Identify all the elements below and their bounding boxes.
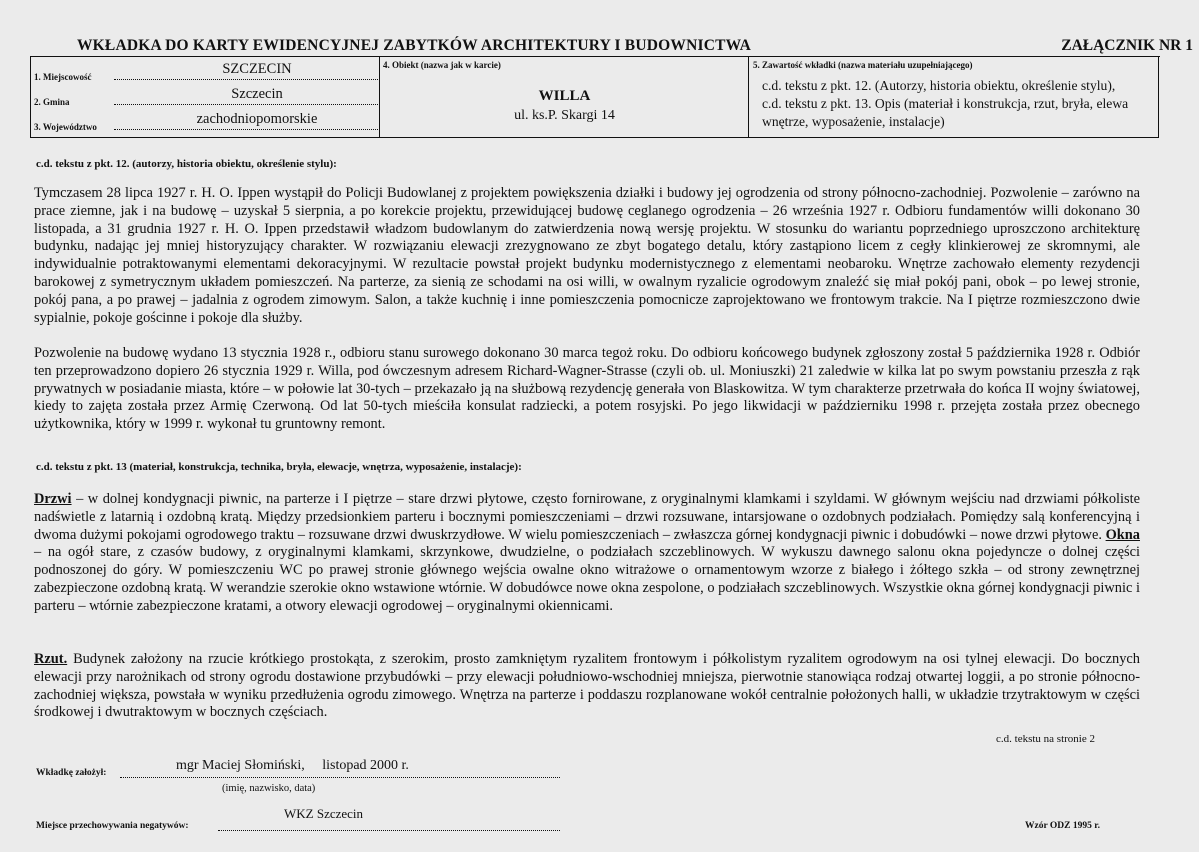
- field-label: 3. Województwo: [34, 122, 97, 132]
- plan-text: Budynek założony na rzucie krótkiego prostokąta, z szerokim, prosto zamkniętym ryzalitem frontowym i półkolistym ryzalitem ogrodowym na osi tylnej elewacji. Do bocznych elewacji przy narożnikach od strony ogrodu dostawione przybudówki – przy elewacji południowo-wschodniej mniejsza, pierwotnie stanowiąca rodzaj otwartej loggii, a po stronie północno-zachodniej większa, powstała w wyniku przedłużenia ogrodu zimowego. Wnętrza na parterze i poddaszu rozplanowane wokół centralnie położonych halli, w układzie trzytraktowym w części środkowej i dwutraktowym w bocznych częściach.: [34, 651, 1140, 721]
- dotted-line: [114, 104, 380, 105]
- object-label: 4. Obiekt (nazwa jak w karcie): [383, 60, 501, 70]
- keyword-windows: Okna: [1105, 526, 1140, 543]
- storage-label: Miejsce przechowywania negatywów:: [36, 821, 189, 831]
- dotted-line: [114, 79, 380, 80]
- author-label: Wkładkę założył:: [36, 768, 107, 778]
- dotted-line: [114, 129, 380, 130]
- field-commune: [34, 86, 380, 107]
- contents-label: 5. Zawartość wkładki (nazwa materiału uzupełniającego): [753, 60, 973, 70]
- author-value: mgr Maciej Słomiński, listopad 2000 r.: [176, 758, 409, 773]
- storage-value: WKZ Szczecin: [284, 806, 364, 821]
- storage-dotted-line: [218, 830, 560, 831]
- keyword-doors: Drzwi: [34, 491, 72, 507]
- object-address: ul. ks.P. Skargi 14: [514, 108, 615, 123]
- section-13-heading: c.d. tekstu z pkt. 13 (materiał, konstrukcja, technika, bryła, elewacje, wnętrza, wyposażenie, instalacje):: [36, 461, 522, 473]
- form-title: WKŁADKA DO KARTY EWIDENCYJNEJ ZABYTKÓW ARCHITEKTURY I BUDOWNICTWA: [76, 37, 752, 54]
- section-12-paragraph-1: Tymczasem 28 lipca 1927 r. H. O. Ippen wystąpił do Policji Budowlanej z projektem powiększenia działki i budowy jej ogrodzenia od strony północno-zachodniej. Pozwolenie – zarówno na prace ziemne, jak i na budowę – uzyskał 5 sierpnia, a po korekcie projektu, przewidującej budowę ceglanego ogrodzenia – 26 września 1927 r. Odbioru fundamentów willi dokonano 30 listopada, a 31 grudnia 1927 r. H. O. Ippen przedstawił władzom budowlanym do zatwierdzenia nową wersję projektu. W stosunku do wariantu poprzedniego uproszczono architekturę budynku, nadając jej mniej historyzujący charakter. W rozwiązaniu elewacji zrezygnowano ze zbyt bogatego detalu, który zastąpiono licem z cegły klinkierowej ze skromnymi, ale indywidualnie potraktowanymi elementami dekoracyjnymi. W rezultacie powstał projekt budynku modernistycznego z elementami neobaroku. Wnętrze zachowało elementy rezydencji barokowej z symetrycznym układem pomieszczeń. Na parterze, za sienią ze schodami na osi willi, w owalnym ryzalicie ogrodowym znaleźć się miał pokój pani, obok – po lewej stronie, pokój pana, a po prawej – jadalnia z ogrodem zimowym. Salon, a także kuchnię i inne pomieszczenia pomocnicze zaprojektowano we frontowym trakcie. Na I piętrze rozmieszczono dwie sypialnie, pokoje gościnne i pokoje dla służby.: [34, 185, 1140, 326]
- field-value: SZCZECIN: [222, 61, 292, 77]
- annex-number: ZAŁĄCZNIK NR 1: [1061, 37, 1193, 54]
- field-voivodeship: [34, 111, 380, 132]
- author-hint: (imię, nazwisko, data): [222, 783, 316, 794]
- object-name: WILLA: [538, 88, 591, 104]
- field-label: 2. Gmina: [34, 97, 70, 107]
- field-locality: [34, 61, 380, 82]
- section-12-paragraph-2: Pozwolenie na budowę wydano 13 stycznia 1928 r., odbioru stanu surowego dokonano 30 marca tegoż roku. Do odbioru końcowego budynek zgłoszony został 5 października 1928 r. Odbiór ten przeprowadzono dopiero 26 stycznia 1929 r. Willa, pod ówczesnym adresem Richard-Wagner-Strasse (czyli ob. ul. Moniuszki) 21 zaledwie w kilka lat po swym powstaniu przeszła z rąk prywatnych w posiadanie miasta, które – w połowie lat 30-tych – przekazało ją na służbową rezydencję generała von Blaskowitza. W tym charakterze przetrwała do końca II wojny światowej, kiedy to zajęta została przez Armię Czerwoną. Od lat 50-tych mieściła konsulat radziecki, a potem rosyjski. Po jego likwidacji w październiku 1998 r. przejęta została przez obecnego użytkownika, który w 1999 r. wykonał tu gruntowny remont.: [34, 345, 1140, 433]
- keyword-plan: Rzut.: [34, 651, 68, 667]
- contents-line-3: wnętrze, wyposażenie, instalacje): [762, 114, 945, 129]
- section-12-heading: c.d. tekstu z pkt. 12. (autorzy, historia obiektu, określenie stylu):: [36, 158, 337, 170]
- windows-text: – na ogół stare, z czasów budowy, z oryginalnymi klamkami, skrzynkowe, dwudzielne, o podziałach szczeblinowych. W wykuszu dawnego salonu okna pojedyncze o dolnej części podnoszonej do góry. W pomieszczeniu WC po prawej stronie głównego wejścia owalne okno witrażowe o ornamentowym wzorze z białego i żółtego szkła – od strony zewnętrznej zabezpieczone ozdobną kratą. W werandzie szerokie okno wstawione wtórnie. W dobudówce nowe okna zespolone, o podziałach szczeblinowych. Wszystkie okna górnej kondygnacji piwnic i parteru – wtórnie zabezpieczone kratami, a otwory elewacji ogrodowej – oryginalnymi okiennicami.: [34, 544, 1140, 614]
- doors-text: – w dolnej kondygnacji piwnic, na parterze i I piętrze – stare drzwi płytowe, często fornirowane, z oryginalnymi klamkami i szyldami. W głównym wejściu nad drzwiami półkoliste nadświetle z latarnią i ozdobną kratą. Między przedsionkiem parteru i bocznymi pomieszczeniami – drzwi rozsuwane, intarsjowane o ozdobnych podziałach. Pomiędzy salą konferencyjną i dwoma dużymi pokojami ogrodowego traktu – rozsuwane drzwi dwuskrzydłowe. W wielu pomieszczeniach – zwłaszcza górnej kondygnacji piwnic i dobudówki – nowe drzwi płytowe.: [34, 491, 1140, 543]
- section-13-doors-windows: [34, 491, 1140, 616]
- field-label: 1. Miejscowość: [34, 72, 92, 82]
- field-value: zachodniopomorskie: [196, 111, 318, 127]
- section-13-plan: [34, 651, 1140, 722]
- contents-line-2: c.d. tekstu z pkt. 13. Opis (materiał i konstrukcja, rzut, bryła, elewa: [762, 96, 1129, 111]
- author-dotted-line: [120, 777, 560, 778]
- contents-line-1: c.d. tekstu z pkt. 12. (Autorzy, historia obiektu, określenie stylu),: [762, 78, 1116, 93]
- form-code: Wzór ODZ 1995 r.: [1025, 821, 1100, 831]
- field-value: Szczecin: [231, 86, 283, 102]
- continued-note: c.d. tekstu na stronie 2: [996, 733, 1095, 745]
